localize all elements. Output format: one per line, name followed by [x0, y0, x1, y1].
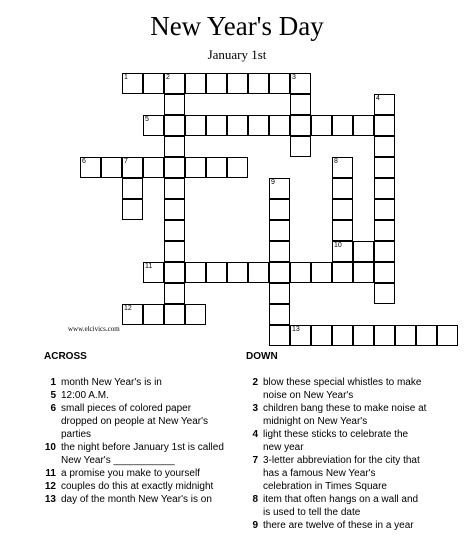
grid-cell[interactable] — [374, 283, 395, 304]
clue-number-label: 2 — [166, 74, 170, 81]
grid-cell[interactable] — [353, 115, 374, 136]
grid-cell[interactable] — [269, 304, 290, 325]
clue-text: dropped on people at New Year's — [61, 416, 209, 427]
grid-cell[interactable] — [290, 115, 311, 136]
clue-number: 5 — [50, 390, 56, 401]
clue-text: item that often hangs on a wall and — [263, 494, 419, 505]
clue-text: light these sticks to celebrate the — [263, 429, 409, 440]
down-clue-7 — [244, 454, 444, 493]
clue-number: 9 — [252, 520, 258, 531]
grid-cell[interactable] — [311, 325, 332, 346]
clue-text: month New Year's is in — [61, 377, 162, 388]
clue-text: 12:00 A.M. — [61, 390, 109, 401]
grid-cell[interactable] — [122, 178, 143, 199]
clue-text: 3-letter abbreviation for the city that — [263, 455, 420, 466]
clue-number: 11 — [45, 468, 56, 479]
clue-number-label: 11 — [145, 263, 153, 270]
down-clue-2 — [244, 376, 444, 402]
grid-cell[interactable] — [185, 115, 206, 136]
across-clue-13 — [42, 493, 242, 506]
grid-cell[interactable] — [143, 157, 164, 178]
grid-cell[interactable] — [374, 199, 395, 220]
grid-cell[interactable] — [227, 115, 248, 136]
grid-cell[interactable] — [164, 94, 185, 115]
grid-cell[interactable] — [395, 325, 416, 346]
clue-number-label: 3 — [292, 74, 296, 81]
grid-cell[interactable] — [290, 136, 311, 157]
grid-cell[interactable] — [164, 220, 185, 241]
grid-cell[interactable] — [248, 73, 269, 94]
grid-cell[interactable] — [374, 220, 395, 241]
grid-cell[interactable] — [416, 325, 437, 346]
grid-cell[interactable] — [332, 325, 353, 346]
grid-cell[interactable] — [269, 199, 290, 220]
clue-text: the night before January 1st is called — [61, 442, 224, 453]
grid-cell[interactable] — [332, 220, 353, 241]
clue-number: 4 — [252, 429, 258, 440]
grid-cell[interactable] — [248, 115, 269, 136]
grid-cell[interactable] — [164, 199, 185, 220]
grid-cell[interactable] — [227, 157, 248, 178]
grid-cell[interactable] — [248, 262, 269, 283]
grid-cell[interactable] — [185, 73, 206, 94]
clue-text: parties — [61, 429, 92, 440]
clue-text: new year — [263, 442, 304, 453]
grid-cell[interactable] — [185, 157, 206, 178]
grid-cell[interactable] — [353, 262, 374, 283]
grid-cell[interactable] — [206, 262, 227, 283]
grid-cell[interactable] — [164, 241, 185, 262]
grid-cell[interactable] — [311, 262, 332, 283]
grid-cell[interactable] — [164, 157, 185, 178]
clue-text: day of the month New Year's is on — [61, 494, 212, 505]
grid-cell[interactable] — [227, 262, 248, 283]
grid-cell[interactable] — [374, 157, 395, 178]
grid-cell[interactable] — [374, 262, 395, 283]
clue-text: there are twelve of these in a year — [263, 520, 414, 531]
clue-number-label: 6 — [82, 158, 86, 165]
grid-cell[interactable] — [332, 115, 353, 136]
clue-text: couples do this at exactly midnight — [61, 481, 214, 492]
across-clue-12 — [42, 480, 242, 493]
across-clue-5 — [42, 389, 242, 402]
grid-cell[interactable] — [374, 325, 395, 346]
grid-cell[interactable] — [269, 283, 290, 304]
grid-cell[interactable] — [374, 241, 395, 262]
clue-text: noise on New Year's — [263, 390, 354, 401]
clue-text: small pieces of colored paper — [61, 403, 192, 414]
down-clue-9 — [244, 519, 444, 532]
clue-text: has a famous New Year's — [263, 468, 376, 479]
clue-text: New Year's ___________ — [61, 455, 175, 466]
grid-cell[interactable] — [164, 136, 185, 157]
clue-number: 10 — [44, 442, 56, 453]
grid-cell[interactable] — [206, 73, 227, 94]
grid-cell[interactable] — [269, 241, 290, 262]
across-heading: ACROSS — [44, 351, 87, 362]
across-clue-1 — [42, 376, 242, 389]
grid-cell[interactable] — [332, 199, 353, 220]
grid-cell[interactable] — [269, 325, 290, 346]
clue-text: blow these special whistles to make — [263, 377, 422, 388]
down-clue-4 — [244, 428, 444, 454]
clue-number: 3 — [252, 403, 258, 414]
clue-number: 6 — [50, 403, 56, 414]
clue-text: midnight on New Year's — [263, 416, 368, 427]
grid-cell[interactable] — [164, 304, 185, 325]
grid-cell[interactable] — [143, 304, 164, 325]
grid-cell[interactable] — [311, 115, 332, 136]
grid-cell[interactable] — [290, 94, 311, 115]
grid-cell[interactable] — [332, 262, 353, 283]
clue-text: a promise you make to yourself — [61, 468, 200, 479]
grid-cell[interactable] — [164, 283, 185, 304]
grid-cell[interactable] — [185, 304, 206, 325]
grid-cell[interactable] — [164, 115, 185, 136]
clue-number-label: 10 — [334, 242, 342, 249]
grid-cell[interactable] — [353, 241, 374, 262]
across-clue-6 — [42, 402, 242, 441]
grid-cell[interactable] — [101, 157, 122, 178]
grid-cell[interactable] — [269, 115, 290, 136]
grid-cell[interactable] — [332, 178, 353, 199]
clue-number-label: 5 — [145, 116, 149, 123]
grid-cell[interactable] — [374, 115, 395, 136]
clue-number: 2 — [252, 377, 258, 388]
down-clue-8 — [244, 493, 444, 519]
grid-cell[interactable] — [353, 325, 374, 346]
grid-cell[interactable] — [269, 73, 290, 94]
grid-cell[interactable] — [290, 262, 311, 283]
website-credit: www.elcivics.com — [68, 325, 120, 333]
grid-cell[interactable] — [185, 262, 206, 283]
clue-number-label: 1 — [124, 74, 128, 81]
clue-number: 7 — [252, 455, 258, 466]
clue-text: celebration in Times Square — [263, 481, 387, 492]
grid-cell[interactable] — [164, 262, 185, 283]
grid-cell[interactable] — [437, 325, 458, 346]
clue-number-label: 7 — [124, 158, 128, 165]
clue-number: 13 — [44, 494, 56, 505]
across-clue-10 — [42, 441, 242, 467]
clue-number-label: 4 — [376, 95, 380, 102]
down-clue-3 — [244, 402, 444, 428]
grid-cell[interactable] — [374, 136, 395, 157]
grid-cell[interactable] — [206, 115, 227, 136]
clue-number-label: 9 — [271, 179, 275, 186]
across-clue-11 — [42, 467, 242, 480]
down-heading: DOWN — [246, 351, 278, 362]
clue-text: is used to tell the date — [263, 507, 361, 518]
grid-cell[interactable] — [122, 199, 143, 220]
grid-cell[interactable] — [269, 262, 290, 283]
grid-cell[interactable] — [206, 157, 227, 178]
grid-cell[interactable] — [269, 220, 290, 241]
grid-cell[interactable] — [164, 178, 185, 199]
clue-text: children bang these to make noise at — [263, 403, 427, 414]
grid-cell[interactable] — [227, 73, 248, 94]
clue-number: 12 — [44, 481, 56, 492]
clue-number: 1 — [50, 377, 56, 388]
grid-cell[interactable] — [143, 73, 164, 94]
clue-number-label: 12 — [124, 305, 132, 312]
grid-cell[interactable] — [374, 178, 395, 199]
clue-number: 8 — [252, 494, 258, 505]
clue-number-label: 8 — [334, 158, 338, 165]
clue-number-label: 13 — [292, 326, 300, 333]
puzzle-title: New Year's Day — [150, 11, 324, 41]
puzzle-subtitle: January 1st — [207, 47, 267, 62]
